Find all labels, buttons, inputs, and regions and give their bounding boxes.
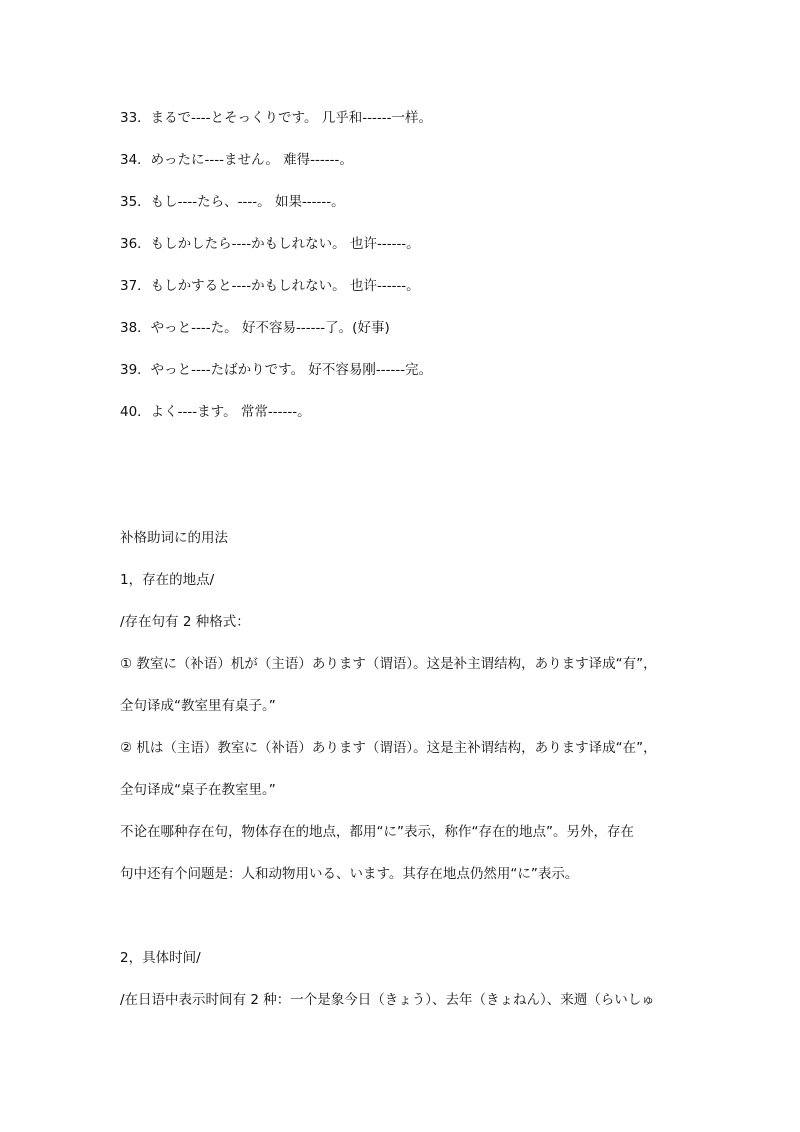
grammar-item: 36．もしかしたら----かもしれない。 也许------。 — [120, 236, 420, 252]
paragraph-line: ② 机は（主语）教室に（补语）あります（谓语）。这是主补谓结构，あります译成“在”， — [120, 740, 657, 756]
grammar-item: 40．よく----ます。 常常------。 — [120, 404, 311, 420]
section-heading: 补格助词に的用法 — [120, 530, 228, 546]
paragraph-line: 句中还有个问题是：人和动物用いる、います。其存在地点仍然用“に”表示。 — [120, 866, 579, 882]
grammar-item: 35．もし----たら、----。 如果------。 — [120, 194, 345, 210]
grammar-item: 33．まるで----とそっくりです。 几乎和------一样。 — [120, 110, 432, 126]
grammar-item: 37．もしかすると----かもしれない。 也许------。 — [120, 278, 420, 294]
grammar-item: 34．めったに----ません。 难得------。 — [120, 152, 353, 168]
subsection-title: 2，具体时间/ — [120, 950, 201, 966]
paragraph-line: /存在句有 2 种格式： — [120, 614, 250, 630]
paragraph-line: /在日语中表示时间有 2 种：一个是象今日（きょう）、去年（きょねん）、来週（らいしゅ — [120, 992, 655, 1008]
paragraph-line: 不论在哪种存在句，物体存在的地点，都用“に”表示，称作“存在的地点”。另外，存在 — [120, 824, 634, 840]
paragraph-line: ① 教室に（补语）机が（主语）あります（谓语）。这是补主谓结构，あります译成“有”， — [120, 656, 657, 672]
subsection-title: 1，存在的地点/ — [120, 572, 215, 588]
paragraph-line: 全句译成“教室里有桌子。” — [120, 698, 276, 714]
grammar-item: 39．やっと----たばかりです。 好不容易刚------完。 — [120, 362, 433, 378]
grammar-item: 38．やっと----た。 好不容易------了。(好事) — [120, 320, 390, 336]
paragraph-line: 全句译成“桌子在教室里。” — [120, 782, 276, 798]
